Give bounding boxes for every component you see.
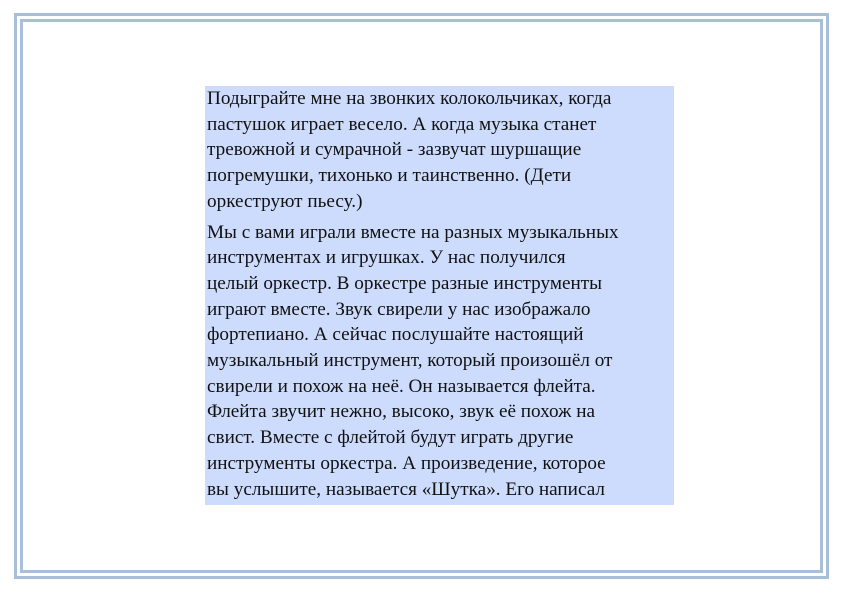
text-line: вы услышите, называется «Шутка». Его написал <box>207 478 605 500</box>
text-line: оркеструют пьесу.) <box>207 190 363 212</box>
text-line: свирели и похож на неё. Он называется флейта. <box>207 375 596 397</box>
text-line: музыкальный инструмент, который произошёл от <box>207 350 613 372</box>
text-line: Флейта звучит нежно, высоко, звук её похож на <box>207 401 595 423</box>
paragraph-1 <box>207 86 674 215</box>
text-line: Подыграйте мне на звонких колокольчиках, когда <box>207 88 612 109</box>
text-line: пастушок играет весело. А когда музыка станет <box>207 113 597 135</box>
text-line: свист. Вместе с флейтой будут играть другие <box>207 427 574 449</box>
text-box[interactable] <box>205 86 674 505</box>
text-line: инструменты оркестра. А произведение, которое <box>207 452 606 474</box>
paragraph-2 <box>207 220 674 503</box>
text-line: погремушки, тихонько и таинственно. (Дети <box>207 165 572 187</box>
text-line: инструментах и игрушках. У нас получился <box>207 247 566 269</box>
text-line: играют вместе. Звук свирели у нас изображало <box>207 298 591 320</box>
text-line: фортепиано. А сейчас послушайте настоящий <box>207 324 584 346</box>
text-line: тревожной и сумрачной - зазвучат шуршащие <box>207 139 582 161</box>
text-line: Мы с вами играли вместе на разных музыкальных <box>207 221 619 243</box>
text-line: целый оркестр. В оркестре разные инструменты <box>207 272 603 294</box>
